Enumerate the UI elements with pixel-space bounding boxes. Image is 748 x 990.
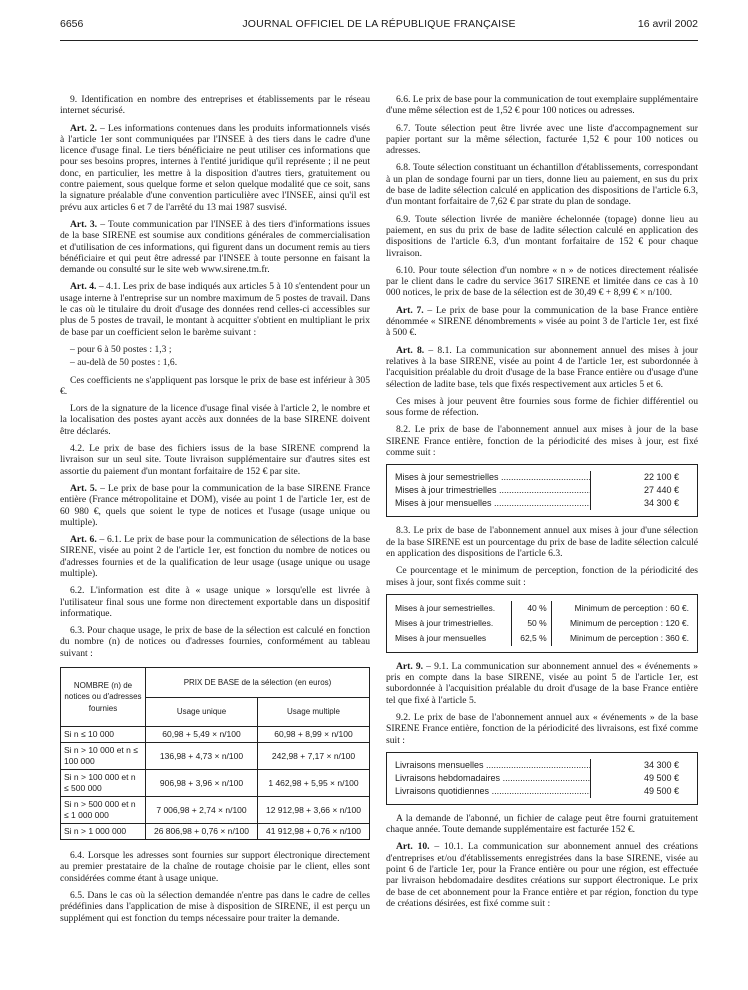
unique-cell: 136,98 + 4,73 × n/100 (146, 743, 258, 770)
table-row (61, 770, 370, 797)
price-table (60, 667, 370, 840)
events-price-box (386, 752, 698, 805)
article-8 (386, 345, 698, 390)
article-text: – 10.1. La communication sur abonnement annuel des créations d'entreprises et/ou d'établissements enregistrées dans la base SIRENE, visée au point 6 de l'article 1er, pour la France entière ou pour une région, est effectuée par livraison hebdomadaire desdites créations sur support électronique. Le prix de base de cet abonnement pour la France entière et par région, fonction du type de créations désirées, est fixé comme suit : (386, 841, 698, 909)
unique-cell: 7 006,98 + 2,74 × n/100 (146, 797, 258, 824)
price-label: Livraisons mensuelles ..... (395, 759, 590, 772)
article-label: Art. 3. (70, 218, 98, 230)
paragraph-6-8: 6.8. Toute sélection constituant un échantillon d'établissements, correspondant à un plan de sondage fourni par un tiers, donne lieu au paiement, en sus du prix de base de ladite sélection calculé en application des dispositions de l'article 6.3, d'un montant forfaitaire de 7,62 € par strate du plan de sondage. (386, 162, 698, 208)
multiple-cell: 242,98 + 7,17 × n/100 (258, 743, 370, 770)
journal-title: JOURNAL OFFICIEL DE LA RÉPUBLIQUE FRANÇAISE (242, 18, 516, 30)
page-number: 6656 (60, 18, 84, 30)
article-7 (386, 305, 698, 339)
paragraph-8-3b: Ce pourcentage et le minimum de perception, fonction de la périodicité des mises à jour, sont fixés comme suit : (386, 565, 698, 588)
price-label: Mises à jour semestrielles ..... (395, 471, 590, 484)
period-label: Mises à jour trimestrielles. (395, 617, 494, 628)
page-header (60, 18, 698, 34)
range-cell: Si n > 500 000 et n ≤ 1 000 000 (61, 797, 146, 824)
price-value: 34 300 € (590, 497, 689, 510)
multiple-cell: 41 912,98 + 0,76 × n/100 (258, 824, 370, 840)
paragraph-4-2: 4.2. Le prix de base des fichiers issus de la base SIRENE comprend la livraison sur un seul site. Toute livraison supplémentaire sur d'autres sites est assortie du paiement d'un montant forfaitaire de 152 € par site. (60, 443, 370, 477)
multiple-cell: 12 912,98 + 3,66 × n/100 (258, 797, 370, 824)
period-label: Mises à jour semestrielles. (395, 602, 496, 613)
minimum-value: Minimum de perception : 60 €. (574, 602, 689, 613)
paragraph-coefficients: Ces coefficients ne s'appliquent pas lorsque le prix de base est inférieur à 305 €. (60, 374, 370, 397)
paragraph-8-2: 8.2. Le prix de base de l'abonnement annuel aux mises à jour de la base SIRENE France entière, fonction de la périodicité des mises à jour, est fixé comme suit : (386, 424, 698, 459)
article-label: Art. 6. (70, 534, 97, 546)
subscription-price-box (386, 464, 698, 517)
article-9 (386, 661, 698, 706)
price-label: Livraisons hebdomadaires ..... (395, 772, 590, 785)
paragraph-6-4: 6.4. Lorsque les adresses sont fournies sur support électronique directement au premier prestataire de la chaîne de routage choisie par le client, elles sont considérées comme étant à usage unique. (60, 850, 370, 884)
article-2 (60, 123, 370, 213)
table-row (391, 616, 693, 631)
range-cell: Si n ≤ 10 000 (61, 727, 146, 743)
col-header-count: NOMBRE (n) de notices ou d'adresses fournies (61, 668, 146, 727)
article-label: Art. 7. (396, 304, 424, 316)
article-text: – Le prix de base pour la communication de la base France entière dénommée « SIRENE dénombrements » visée au point 3 de l'article 1er, est fixé à 500 €. (386, 304, 698, 339)
unique-cell: 26 806,98 + 0,76 × n/100 (146, 824, 258, 840)
col-header-price: PRIX DE BASE de la sélection (en euros) (146, 668, 370, 698)
percentage-table (391, 601, 693, 646)
percentage-value: 50 % (512, 616, 551, 631)
header-rule (60, 40, 698, 41)
paragraph-9: 9. Identification en nombre des entreprises et établissements par le réseau internet sécurisé. (60, 94, 370, 117)
range-cell: Si n > 10 000 et n ≤ 100 000 (61, 743, 146, 770)
article-6 (60, 534, 370, 579)
price-row (395, 759, 689, 772)
paragraph-6-7: 6.7. Toute sélection peut être livrée avec une liste d'accompagnement sur papier portant sur la même sélection, facturée 1,52 € pour 100 notices ou adresses. (386, 122, 698, 157)
price-label: Mises à jour mensuelles ..... (395, 497, 590, 510)
range-cell: Si n > 1 000 000 (61, 824, 146, 840)
article-text: – 4.1. Les prix de base indiqués aux articles 5 à 10 s'entendent pour un usage interne à l'entreprise sur un nombre maximum de 5 postes de travail. Dans le cas où le titulaire du droit d'usage des données rend celles-ci accessibles sur plus de 5 postes de travail, le montant à acquitter s'obtient en multipliant le prix de base par un coefficient selon le barème suivant : (60, 281, 371, 338)
paragraph-calage: A la demande de l'abonné, un fichier de calage peut être fourni gratuitement chaque année. Toute demande supplémentaire est facturée 152 €. (386, 812, 698, 836)
price-value: 27 440 € (590, 484, 689, 497)
minimum-value: Minimum de perception : 360 €. (569, 632, 689, 643)
paragraph-8-3: 8.3. Le prix de base de l'abonnement annuel aux mises à jour d'une sélection de la base SIRENE est un pourcentage du prix de base de ladite sélection calculé en application des dispositions de l'article 6.3. (386, 525, 698, 559)
price-row (395, 785, 689, 798)
unique-cell: 60,98 + 5,49 × n/100 (146, 727, 258, 743)
price-value: 34 300 € (590, 759, 689, 772)
table-row (61, 824, 370, 840)
paragraph-6-6: 6.6. Le prix de base pour la communication de tout exemplaire supplémentaire d'une même sélection est de 1,52 € pour 100 notices ou adresses. (386, 94, 698, 117)
list-item: – au-delà de 50 postes : 1,6. (70, 357, 178, 369)
article-3 (60, 219, 370, 275)
article-label: Art. 10. (396, 841, 430, 853)
article-text: – 6.1. Le prix de base pour la communication de sélections de la base SIRENE, visée au point 2 de l'article 1er, est fonction du nombre de notices ou d'adresses fournies et de la qualification de leur usage (usage unique ou usage multiple). (60, 534, 370, 579)
range-cell: Si n > 100 000 et n ≤ 500 000 (61, 770, 146, 797)
col-header-unique: Usage unique (146, 697, 258, 727)
col-header-multiple: Usage multiple (258, 697, 370, 727)
period-label: Mises à jour mensuelles (395, 632, 487, 643)
article-label: Art. 5. (70, 482, 98, 494)
table-row (61, 727, 370, 743)
article-4 (60, 281, 370, 337)
paragraph-6-10: 6.10. Pour toute sélection d'un nombre « n » de notices directement réalisée par le client dans le cadre du service 3617 SIRENE et limitée dans ce cas à 10 000 notices, le prix de base de la sélection est de 30,49 € + 8,99 € × n/100. (386, 264, 698, 299)
article-label: Art. 8. (396, 344, 425, 356)
price-row (395, 497, 689, 510)
publication-date: 16 avril 2002 (637, 18, 698, 30)
article-text: – Toute communication par l'INSEE à des tiers d'informations issues de la base SIRENE est soumise aux conditions générales de commercialisation et d'utilisation de ces informations, qui figurent dans un document remis au tiers bénéficiaire et qui peut être adressé par l'INSEE à toute personne en faisant la demande ou consulté sur le site web www.sirene.tm.fr. (60, 218, 371, 276)
price-value: 22 100 € (590, 471, 689, 484)
table-row (61, 797, 370, 824)
price-row (395, 484, 689, 497)
paragraph-6-5: 6.5. Dans le cas où la sélection demandée n'entre pas dans le cadre de celles prédéfinies dans l'application de mise à disposition de SIRENE, il est perçu un supplément qui est fonction du temps nécessaire pour traiter la demande. (60, 889, 370, 924)
multiple-cell: 60,98 + 8,99 × n/100 (258, 727, 370, 743)
percentage-value: 62,5 % (512, 631, 551, 646)
price-value: 49 500 € (590, 772, 689, 785)
paragraph-licence: Lors de la signature de la licence d'usage final visée à l'article 2, le nombre et la localisation des postes ayant accès aux données de la base SIRENE doivent être déclarés. (60, 403, 370, 437)
table-row (391, 601, 693, 616)
article-5 (60, 483, 370, 528)
article-label: Art. 9. (396, 660, 424, 672)
right-column (386, 94, 698, 915)
paragraph-6-9: 6.9. Toute sélection livrée de manière échelonnée (topage) donne lieu au paiement, en sus du prix de base de ladite sélection calculé en application des dispositions de l'article 6.3, d'un montant forfaitaire de 152 € pour chaque livraison. (386, 213, 698, 259)
table-row (391, 631, 693, 646)
percentage-value: 40 % (512, 601, 551, 616)
article-text: – Le prix de base pour la communication de la base SIRENE France entière (France métropolitaine et DOM), visée au point 1 de l'article 1er, est de 60 980 €, quels que soient le type de notices et l'usage (usage unique ou multiple). (60, 482, 371, 528)
price-row (395, 772, 689, 785)
paragraph-9-2: 9.2. Le prix de base de l'abonnement annuel aux « événements » de la base SIRENE France entière, fonction de la périodicité des livraisons, est fixé comme suit : (386, 711, 698, 746)
multiple-cell: 1 462,98 + 5,95 × n/100 (258, 770, 370, 797)
article-label: Art. 2. (70, 122, 98, 134)
price-label: Livraisons quotidiennes ..... (395, 785, 590, 798)
article-10 (386, 841, 698, 909)
table-row (61, 743, 370, 770)
left-column (60, 94, 370, 930)
article-text: – 9.1. La communication sur abonnement annuel des « événements » pris en compte dans la base SIRENE, visée au point 5 de l'article 1er, est subordonnée à l'acquisition préalable du droit d'usage de la base France entière tel que fixé à l'article 5. (386, 660, 698, 706)
minimum-value: Minimum de perception : 120 €. (569, 617, 689, 628)
percentage-box (386, 594, 698, 653)
paragraph-6-2: 6.2. L'information est dite à « usage unique » lorsqu'elle est livrée à l'utilisateur final sous une forme non directement exportable dans un dispositif informatique. (60, 585, 370, 619)
article-text: – 8.1. La communication sur abonnement annuel des mises à jour relatives à la base SIRENE, visée au point 4 de l'article 1er, est subordonnée à l'acquisition préalable du droit d'usage de la base France entière ou d'usage d'une sélection de ladite base, tels que fixés respectivement aux articles 5 et 6. (386, 344, 698, 390)
price-row (395, 471, 689, 484)
price-value: 49 500 € (590, 785, 689, 798)
article-label: Art. 4. (70, 281, 97, 293)
paragraph-6-3: 6.3. Pour chaque usage, le prix de base de la sélection est calculé en fonction du nombre (n) de notices ou d'adresses fournies, conformément au tableau suivant : (60, 625, 370, 659)
paragraph-8-1b: Ces mises à jour peuvent être fournies sous forme de fichier différentiel ou sous forme de réfection. (386, 395, 698, 419)
unique-cell: 906,98 + 3,96 × n/100 (146, 770, 258, 797)
price-label: Mises à jour trimestrielles ..... (395, 484, 590, 497)
article-text: – Les informations contenues dans les produits informationnels visés à l'article 1er sont communiquées par l'INSEE à des tiers dans le cadre d'une licence d'usage final. Le tiers bénéficiaire ne peut utiliser ces informations que pour ses besoins propres, internes à l'entité juridique qu'il représente ; il ne peut donc, en particulier, les mettre à la disposition d'autres tiers, gratuitement ou contre paiement, sous quelque forme et selon quelque modalité que ce soit, sans la signature préalable d'une convention particulière avec l'INSEE, ainsi qu'il est prévu aux articles 6 et 7 de l'arrêté du 13 mai 1987 susvisé. (60, 122, 371, 213)
list-item: – pour 6 à 50 postes : 1,3 ; (70, 343, 172, 355)
